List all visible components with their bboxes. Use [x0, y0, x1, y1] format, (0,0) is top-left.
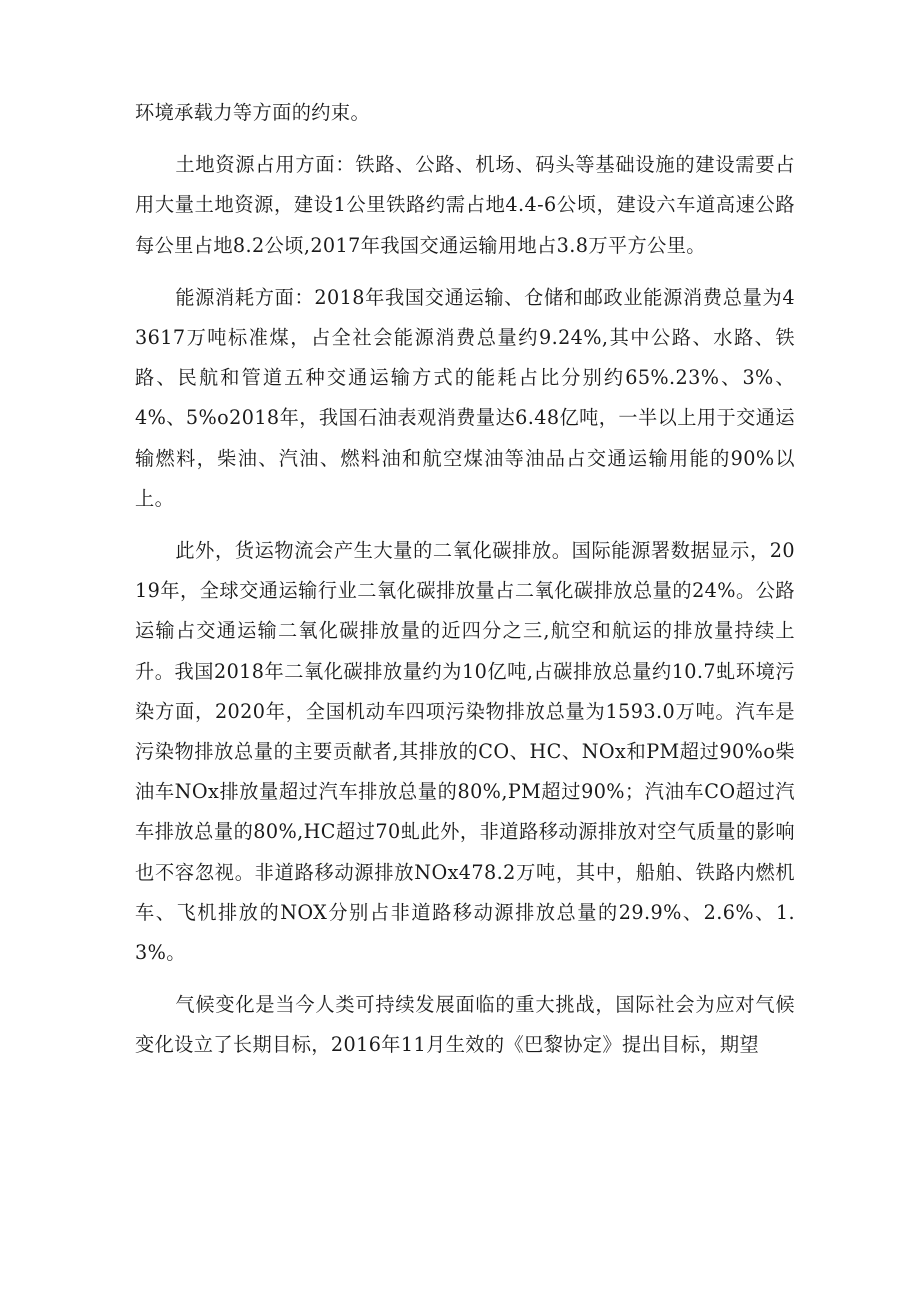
paragraph-energy-consumption: 能源消耗方面：2018年我国交通运输、仓储和邮政业能源消费总量为43617万吨标准煤，占全社会能源消费总量约9.24%,其中公路、水路、铁路、民航和管道五种交通运输方式的能耗占比分别约65%.23%、3%、4%、5%o2018年，我国石油表观消费量达6.48亿吨，一半以上用于交通运输燃料，柴油、汽油、燃料油和航空煤油等油品占交通运输用能的90%以上。	[135, 285, 795, 510]
paragraph-continuation: 环境承载力等方面的约束。	[135, 101, 371, 124]
paragraph-emissions: 此外，货运物流会产生大量的二氧化碳排放。国际能源署数据显示，2019年，全球交通运输行业二氧化碳排放量占二氧化碳排放总量的24%。公路运输占交通运输二氧化碳排放量的近四分之三,航空和航运的排放量持续上升。我国2018年二氧化碳排放量约为10亿吨,占碳排放总量约10.7虬环境污染方面，2020年，全国机动车四项污染物排放总量为1593.0万吨。汽车是污染物排放总量的主要贡献者,其排放的CO、HC、NOx和PM超过90%o柴油车NOx排放量超过汽车排放总量的80%,PM超过90%；汽油车CO超过汽车排放总量的80%,HC超过70虬此外，非道路移动源排放对空气质量的影响也不容忽视。非道路移动源排放NOx478.2万吨，其中，船舶、铁路内燃机车、飞机排放的NOX分别占非道路移动源排放总量的29.9%、2.6%、1.3%。	[135, 539, 795, 965]
paragraph-climate-change: 气候变化是当今人类可持续发展面临的重大挑战，国际社会为应对气候变化设立了长期目标，2016年11月生效的《巴黎协定》提出目标，期望	[135, 993, 795, 1057]
paragraph-land-resources: 土地资源占用方面：铁路、公路、机场、码头等基础设施的建设需要占用大量土地资源，建设1公里铁路约需占地4.4-6公顷，建设六车道高速公路每公里占地8.2公顷,2017年我国交通运输用地占3.8万平方公里。	[135, 153, 795, 257]
body-text	[135, 93, 795, 1066]
